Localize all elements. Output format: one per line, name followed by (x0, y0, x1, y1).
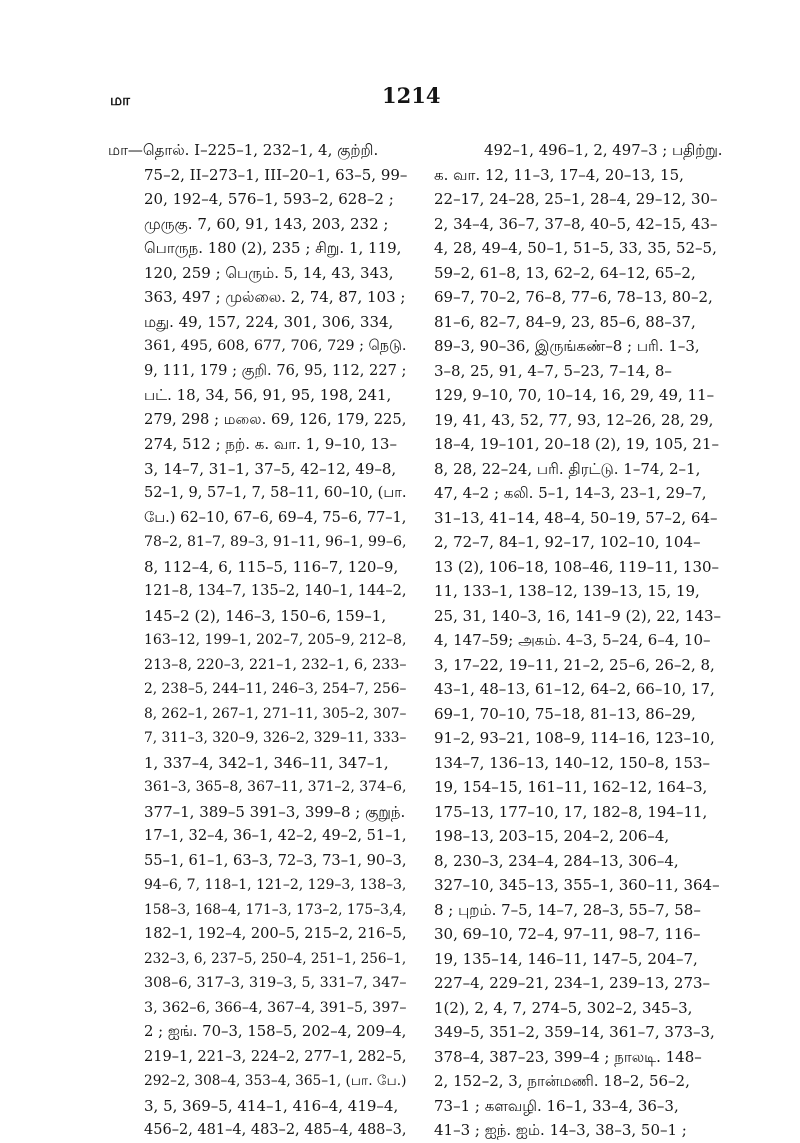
left-column (108, 138, 408, 1143)
index-line: 17–1, 32–4, 36–1, 42–2, 49–2, 51–1, (144, 827, 407, 844)
index-line: 94–6, 7, 118–1, 121–2, 129–3, 138–3, (144, 877, 407, 893)
index-line: 43–1, 48–13, 61–12, 64–2, 66–10, 17, (434, 680, 715, 698)
index-line: 175–13, 177–10, 17, 182–8, 194–11, (434, 802, 708, 821)
index-line: 69–1, 70–10, 75–18, 81–13, 86–29, (434, 704, 696, 723)
index-line: 41–3 ; ஐந். ஐம். 14–3, 38–3, 50–1 ; (434, 1121, 687, 1139)
index-line: 19, 135–14, 146–11, 147–5, 204–7, (434, 949, 698, 968)
index-line: 121–8, 134–7, 135–2, 140–1, 144–2, (144, 583, 407, 599)
index-line: 8, 112–4, 6, 115–5, 116–7, 120–9, (144, 557, 399, 576)
index-line: 13 (2), 106–18, 108–46, 119–11, 130– (434, 557, 720, 576)
index-line: 134–7, 136–13, 140–12, 150–8, 153– (434, 753, 711, 772)
index-line: 363, 497 ; முல்லை. 2, 74, 87, 103 ; (144, 288, 406, 306)
index-line: 327–10, 345–13, 355–1, 360–11, 364– (434, 876, 720, 894)
index-line: 2, 72–7, 84–1, 92–17, 102–10, 104– (434, 533, 701, 551)
index-line: 219–1, 221–3, 224–2, 277–1, 282–5, (144, 1048, 407, 1065)
index-line: 3, 362–6, 366–4, 367–4, 391–5, 397– (144, 999, 407, 1016)
index-line: 2, 152–2, 3, நான்மணி. 18–2, 56–2, (434, 1072, 690, 1090)
index-line: 20, 192–4, 576–1, 593–2, 628–2 ; (144, 190, 394, 208)
index-line: க. வா. 12, 11–3, 17–4, 20–13, 15, (434, 165, 684, 184)
index-line: 1(2), 2, 4, 7, 274–5, 302–2, 345–3, (434, 998, 693, 1017)
index-line: 25, 31, 140–3, 16, 141–9 (2), 22, 143– (434, 606, 722, 625)
index-line: 91–2, 93–21, 108–9, 114–16, 123–10, (434, 729, 715, 747)
index-line: 292–2, 308–4, 353–4, 365–1, (பா. பே.) (144, 1073, 407, 1089)
index-line: 30, 69–10, 72–4, 97–11, 98–7, 116– (434, 925, 701, 943)
index-line: 22–17, 24–28, 25–1, 28–4, 29–12, 30– (434, 190, 718, 208)
index-line: 308–6, 317–3, 319–3, 5, 331–7, 347– (144, 975, 407, 991)
index-line: 8, 262–1, 267–1, 271–11, 305–2, 307– (144, 705, 407, 722)
index-line: 75–2, II–273–1, III–20–1, 63–5, 99– (144, 165, 408, 184)
index-line: 78–2, 81–7, 89–3, 91–11, 96–1, 99–6, (144, 534, 407, 550)
index-line: 227–4, 229–21, 234–1, 239–13, 273– (434, 974, 711, 992)
index-line: பொருந. 180 (2), 235 ; சிறு. 1, 119, (144, 239, 402, 257)
index-line: பட். 18, 34, 56, 91, 95, 198, 241, (144, 386, 392, 404)
index-line: 456–2, 481–4, 483–2, 485–4, 488–3, (144, 1122, 407, 1138)
index-line: 232–3, 6, 237–5, 250–4, 251–1, 256–1, (144, 950, 407, 967)
index-line: 158–3, 168–4, 171–3, 173–2, 175–3,4, (144, 901, 407, 918)
index-line: மா—தொல். I–225–1, 232–1, 4, குற்றி. (108, 141, 379, 159)
index-line: 59–2, 61–8, 13, 62–2, 64–12, 65–2, (434, 263, 696, 282)
index-line: 361–3, 365–8, 367–11, 371–2, 374–6, (144, 779, 407, 795)
index-line: 8, 230–3, 234–4, 284–13, 306–4, (434, 851, 679, 870)
index-line: 3–8, 25, 91, 4–7, 5–23, 7–14, 8– (434, 361, 672, 380)
index-line: 11, 133–1, 138–12, 139–13, 15, 19, (434, 582, 700, 600)
index-line: 4, 147–59; அகம். 4–3, 5–24, 6–4, 10– (434, 631, 711, 649)
index-line: 377–1, 389–5 391–3, 399–8 ; குறுந். (144, 802, 406, 821)
index-line: 2, 34–4, 36–7, 37–8, 40–5, 42–15, 43– (434, 214, 718, 233)
index-line: 52–1, 9, 57–1, 7, 58–11, 60–10, (பா. (144, 484, 407, 501)
index-line: 163–12, 199–1, 202–7, 205–9, 212–8, (144, 632, 407, 648)
index-line: 1, 337–4, 342–1, 346–11, 347–1, (144, 753, 389, 772)
index-line: 9, 111, 179 ; குறி. 76, 95, 112, 227 ; (144, 361, 407, 379)
index-line: 182–1, 192–4, 200–5, 215–2, 216–5, (144, 926, 407, 942)
index-line: 3, 5, 369–5, 414–1, 416–4, 419–4, (144, 1096, 399, 1115)
index-line: 89–3, 90–36, இருங்கண்–8 ; பரி. 1–3, (434, 337, 700, 355)
index-line: 2 ; ஐங். 70–3, 158–5, 202–4, 209–4, (144, 1023, 407, 1040)
index-line: 3, 14–7, 31–1, 37–5, 42–12, 49–8, (144, 459, 397, 478)
page-number: 1214 (382, 83, 441, 108)
index-line: 213–8, 220–3, 221–1, 232–1, 6, 233– (144, 656, 407, 673)
running-head: மா (110, 91, 130, 109)
index-line: 279, 298 ; மலை. 69, 126, 179, 225, (144, 410, 407, 428)
index-line: 73–1 ; களவழி. 16–1, 33–4, 36–3, (434, 1096, 679, 1115)
index-line: 55–1, 61–1, 63–3, 72–3, 73–1, 90–3, (144, 851, 407, 869)
index-line: 19, 41, 43, 52, 77, 93, 12–26, 28, 29, (434, 410, 714, 429)
index-line: 378–4, 387–23, 399–4 ; நாலடி. 148– (434, 1047, 702, 1066)
index-line: 492–1, 496–1, 2, 497–3 ; பதிற்று. (484, 141, 723, 159)
index-line: 3, 17–22, 19–11, 21–2, 25–6, 26–2, 8, (434, 655, 715, 674)
index-line: 4, 28, 49–4, 50–1, 51–5, 33, 35, 52–5, (434, 239, 717, 257)
index-line: 19, 154–15, 161–11, 162–12, 164–3, (434, 778, 708, 796)
index-line: 198–13, 203–15, 204–2, 206–4, (434, 827, 670, 845)
right-column (434, 138, 724, 1143)
index-line: 2, 238–5, 244–11, 246–3, 254–7, 256– (144, 681, 407, 697)
index-line: முருகு. 7, 60, 91, 143, 203, 232 ; (144, 214, 389, 233)
index-line: 81–6, 82–7, 84–9, 23, 85–6, 88–37, (434, 312, 696, 331)
index-line: 129, 9–10, 70, 10–14, 16, 29, 49, 11– (434, 386, 715, 404)
index-line: 8 ; புறம். 7–5, 14–7, 28–3, 55–7, 58– (434, 900, 701, 919)
index-line: 349–5, 351–2, 359–14, 361–7, 373–3, (434, 1023, 715, 1041)
index-line: மது. 49, 157, 224, 301, 306, 334, (144, 312, 394, 331)
index-line: பே.) 62–10, 67–6, 69–4, 75–6, 77–1, (144, 508, 407, 526)
index-line: 18–4, 19–101, 20–18 (2), 19, 105, 21– (434, 435, 720, 453)
index-line: 274, 512 ; நற். க. வா. 1, 9–10, 13– (144, 435, 397, 453)
index-line: 47, 4–2 ; கலி. 5–1, 14–3, 23–1, 29–7, (434, 484, 707, 502)
index-line: 361, 495, 608, 677, 706, 729 ; நெடு. (144, 338, 407, 354)
index-line: 8, 28, 22–24, பரி. திரட்டு. 1–74, 2–1, (434, 459, 701, 478)
index-line: 120, 259 ; பெரும். 5, 14, 43, 343, (144, 263, 394, 282)
index-line: 69–7, 70–2, 76–8, 77–6, 78–13, 80–2, (434, 288, 713, 306)
index-line: 145–2 (2), 146–3, 150–6, 159–1, (144, 606, 387, 625)
index-line: 31–13, 41–14, 48–4, 50–19, 57–2, 64– (434, 508, 718, 527)
index-line: 7, 311–3, 320–9, 326–2, 329–11, 333– (144, 730, 407, 746)
